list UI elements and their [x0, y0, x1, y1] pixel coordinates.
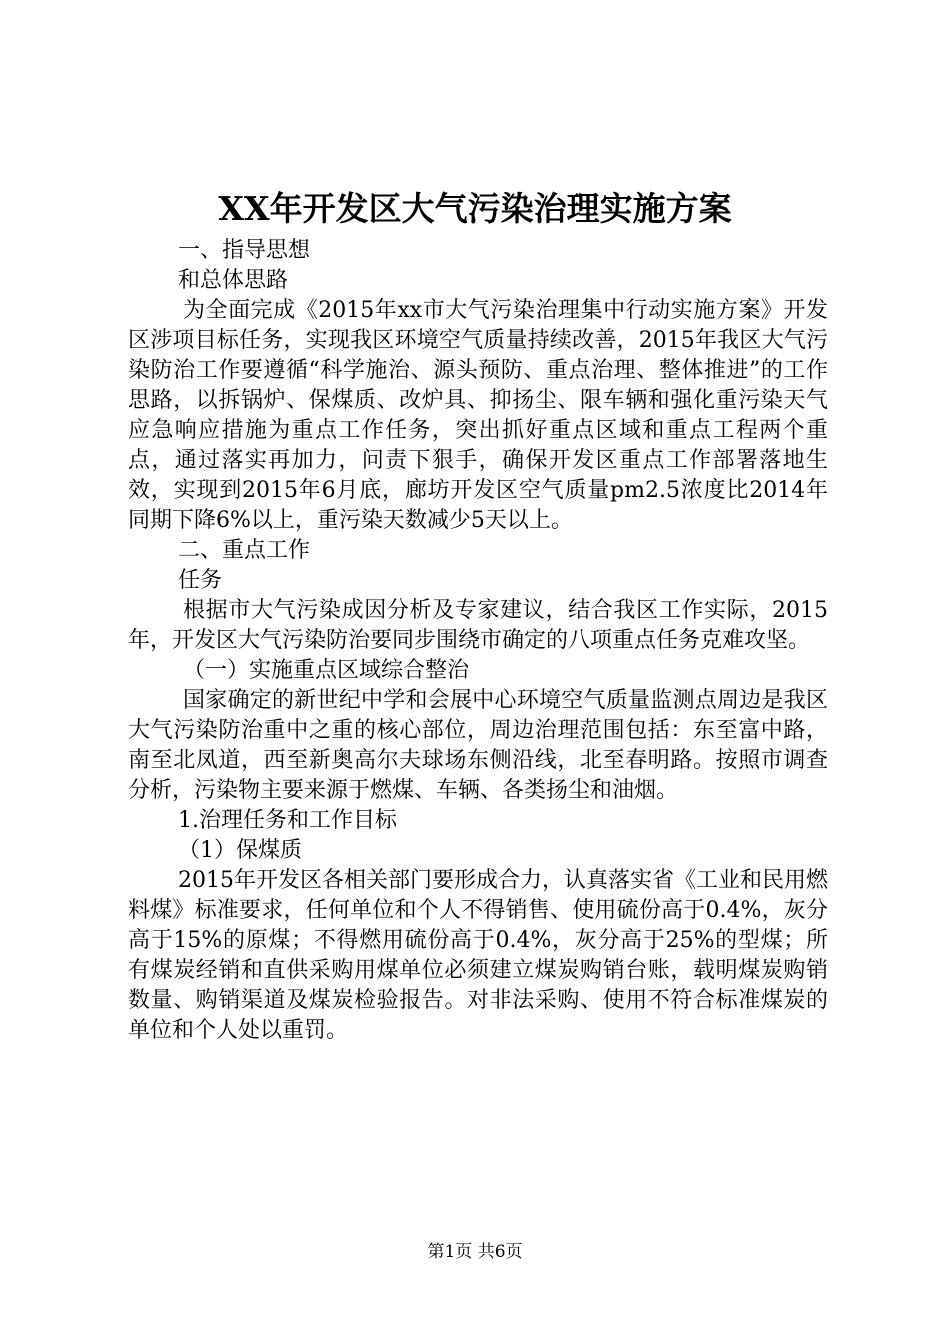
paragraph-overview: 为全面完成《2015年xx市大气污染治理集中行动实施方案》开发区涉项目标任务，实现我区环境空气质量持续改善，2015年我区大气污染防治工作要遵循“科学施治、源头预防、重点治理、整体推进”的工作思路，以拆锅炉、保煤质、改炉具、抑扬尘、限车辆和强化重污染天气应急响应措施为重点工作任务，突出抓好重点区域和重点工程两个重点，通过落实再加力，问责下狠手，确保开发区重点工作部署落地生效，实现到2015年6月底，廊坊开发区空气质量pm2.5浓度比2014年同期下降6%以上，重污染天数减少5天以上。	[128, 298, 828, 533]
paragraph-key-tasks: 根据市大气污染成因分析及专家建议，结合我区工作实际，2015年，开发区大气污染防治要同步围绕市确定的八项重点任务克难攻坚。	[128, 598, 828, 653]
subheading-tasks-goals: 1.治理任务和工作目标	[178, 808, 397, 833]
subheading-coal-quality: （1）保煤质	[178, 838, 302, 863]
heading-key-work: 二、重点工作	[178, 538, 311, 563]
page-footer: 第1页 共6页	[427, 1242, 523, 1262]
heading-key-work-cont: 任务	[178, 568, 223, 593]
paragraph-coal-quality: 2015年开发区各相关部门要形成合力，认真落实省《工业和民用燃料煤》标准要求，任何单位和个人不得销售、使用硫份高于0.4%，灰分高于15%的原煤；不得燃用硫份高于0.4%，灰分高于25%的型煤；所有煤炭经销和直供采购用煤单位必须建立煤炭购销台账，载明煤炭购销数量、购销渠道及煤炭检验报告。对非法采购、使用不符合标准煤炭的单位和个人处以重罚。	[128, 868, 828, 1043]
subheading-region-governance: （一）实施重点区域综合整治	[183, 658, 470, 683]
paragraph-region-scope: 国家确定的新世纪中学和会展中心环境空气质量监测点周边是我区大气污染防治重中之重的核心部位，周边治理范围包括：东至富中路，南至北凤道，西至新奥高尔夫球场东侧沿线，北至春明路。按照市调查分析，污染物主要来源于燃煤、车辆、各类扬尘和油烟。	[128, 688, 828, 803]
heading-guiding-thought-cont: 和总体思路	[178, 268, 289, 293]
document-title: XX年开发区大气污染治理实施方案	[218, 189, 732, 228]
heading-guiding-thought: 一、指导思想	[178, 238, 311, 263]
document-body	[128, 236, 828, 1046]
